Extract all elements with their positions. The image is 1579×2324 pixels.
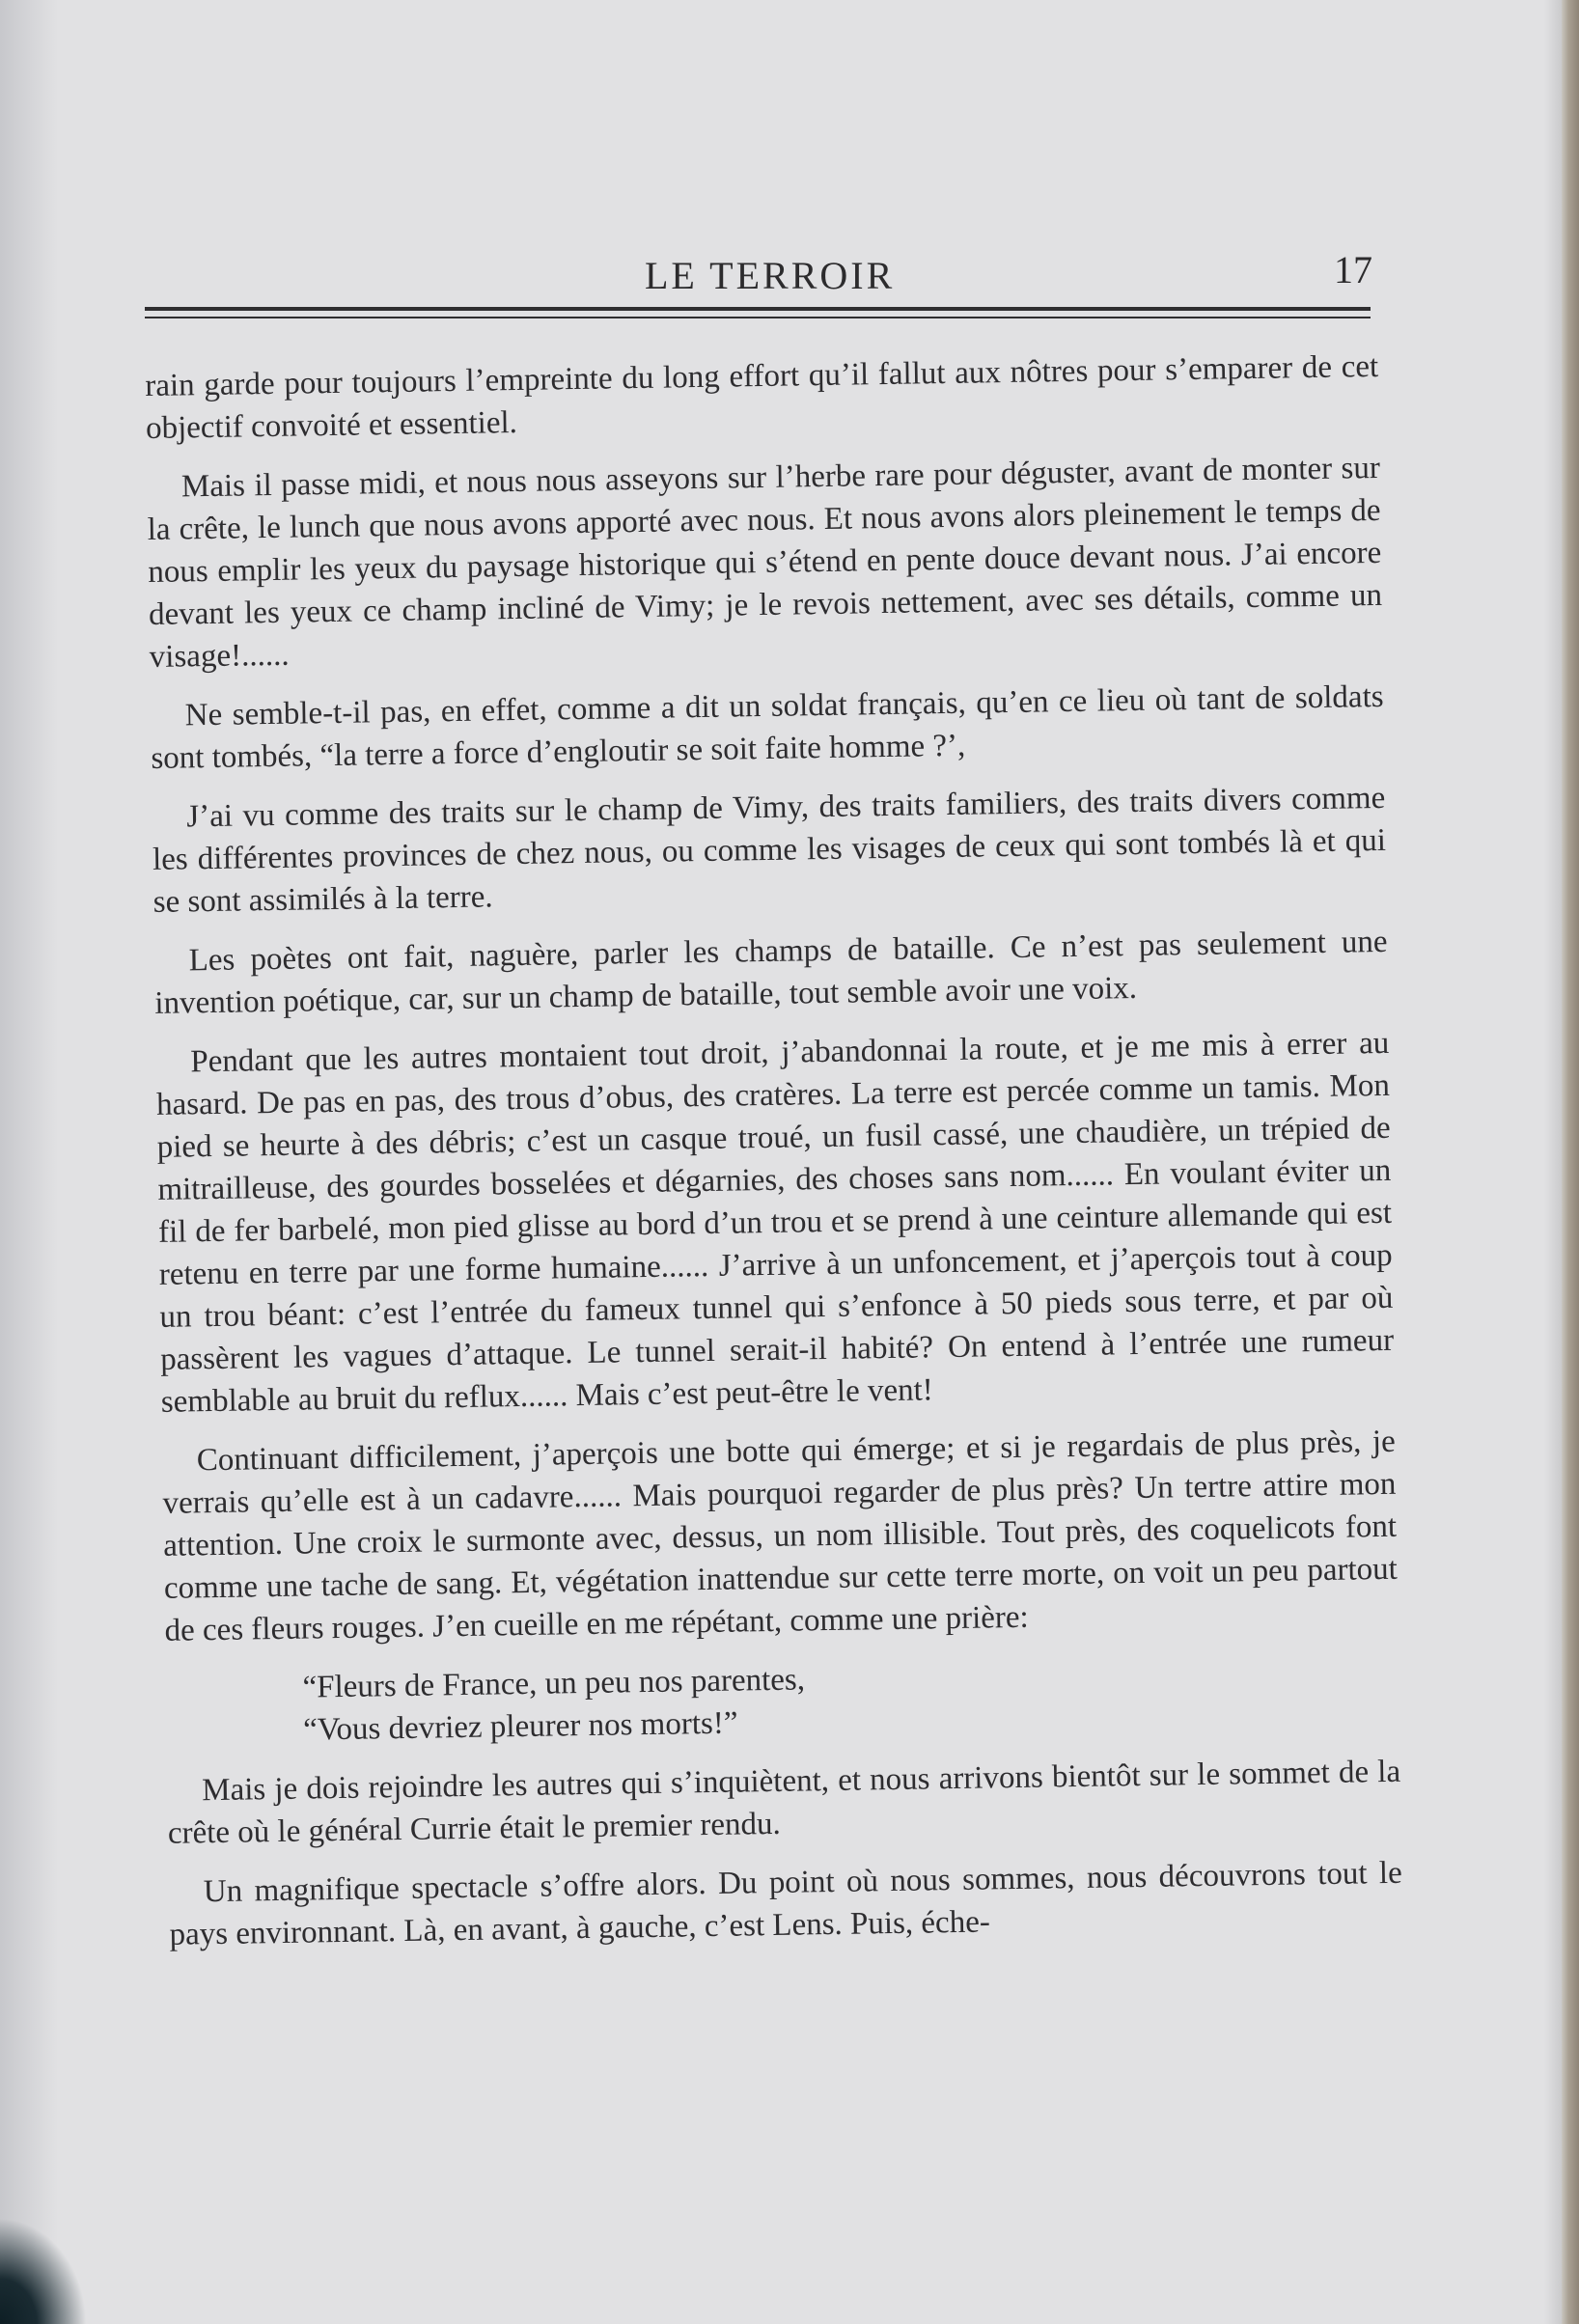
- page-edge-shadow: [1544, 0, 1562, 2324]
- page-gutter-shading: [0, 0, 58, 2324]
- paragraph: Pendant que les autres montaient tout droit, j’abandonnai la route, et je me mis à errer au hasard. De pas en pas, des trous d’obus, des cratères. La terre est percée comme un tamis. Mon pied se heurte à des débris; c’est un casque troué, un fusil cassé, une chaudière, un trépied de mitrailleuse, des gourdes bosselées et dégarnies, des choses sans nom...... En voulant éviter un fil de fer barbelé, mon pied glisse au bord d’un trou et se prend à une ceinture allemande qui est retenu en terre par une forme humaine...... J’arrive à un unfoncement, et j’aperçois tout à coup un trou béant: c’est l’entrée du fameux tunnel qui s’enfonce à 50 pieds sous terre, et par où passèrent les vagues d’attaque. Le tunnel serait-il habité? On entend à l’entrée une rumeur semblable au bruit du reflux...... Mais c’est peut-être le vent!: [155, 1025, 1395, 1420]
- paragraph: Ne semble-t-il pas, en effet, comme a dit un soldat français, qu’en ce lieu où tant de soldats sont tombés, “la terre a force d’engloutir se soit faite homme ?’,: [151, 678, 1384, 776]
- paragraph: Un magnifique spectacle s’offre alors. Du point où nous sommes, nous découvrons tout le pays environnant. Là, en avant, à gauche, c’est Lens. Puis, éche-: [169, 1855, 1402, 1952]
- paragraph: J’ai vu comme des traits sur le champ de Vimy, des traits familiers, des traits divers comme les différentes provinces de chez nous, ou comme les visages de ceux qui sont tombés là et qui se sont assimilés à la terre.: [152, 780, 1387, 920]
- paragraph: Mais je dois rejoindre les autres qui s’inquiètent, et nous arrivons bientôt sur le sommet de la crête où le général Currie était le premier rendu.: [167, 1754, 1401, 1851]
- page-number: 17: [1334, 248, 1372, 291]
- running-title: LE TERROIR: [645, 254, 896, 297]
- book-fore-edge: [1562, 0, 1579, 2324]
- paragraph: Continuant difficilement, j’aperçois une botte qui émerge; et si je regardais de plus près, je verrais qu’elle est à un cadavre...... Mais pourquoi regarder de plus près? Un tertre attire mon attention. Une croix le surmonte avec, dessus, un nom illisible. Tout près, des coquelicots font comme une tache de sang. Et, végétation inattendue sur cette terre morte, on voit un peu partout de ces fleurs rouges. J’en cueille en me répétant, comme une prière:: [162, 1424, 1399, 1648]
- paragraph: rain garde pour toujours l’empreinte du long effort qu’il fallut aux nôtres pour s’emparer de cet objectif convoité et essentiel.: [145, 348, 1379, 446]
- verse-quote: [165, 1649, 1399, 1754]
- header-rule-thick: [145, 307, 1371, 311]
- body-text: [145, 346, 1403, 1973]
- verse-line: “Vous devriez pleurer nos morts!”: [302, 1705, 738, 1748]
- verse-line: “Fleurs de France, un peu nos parentes,: [302, 1662, 806, 1705]
- scan-corner-shadow: [0, 2218, 87, 2324]
- paragraph: Les poètes ont fait, naguère, parler les champs de bataille. Ce n’est pas seulement une invention poétique, car, sur un champ de bataille, tout semble avoir une voix.: [154, 924, 1388, 1021]
- paragraph: Mais il passe midi, et nous nous asseyons sur l’herbe rare pour déguster, avant de monter sur la crête, le lunch que nous avons apporté avec nous. Et nous avons alors pleinement le temps de nous emplir les yeux du paysage historique qui s’étend en pente douce devant nous. J’ai encore devant les yeux ce champ incliné de Vimy; je le revois nettement, avec ses détails, comme un visage!......: [147, 450, 1383, 675]
- header-rule-thin: [145, 317, 1371, 318]
